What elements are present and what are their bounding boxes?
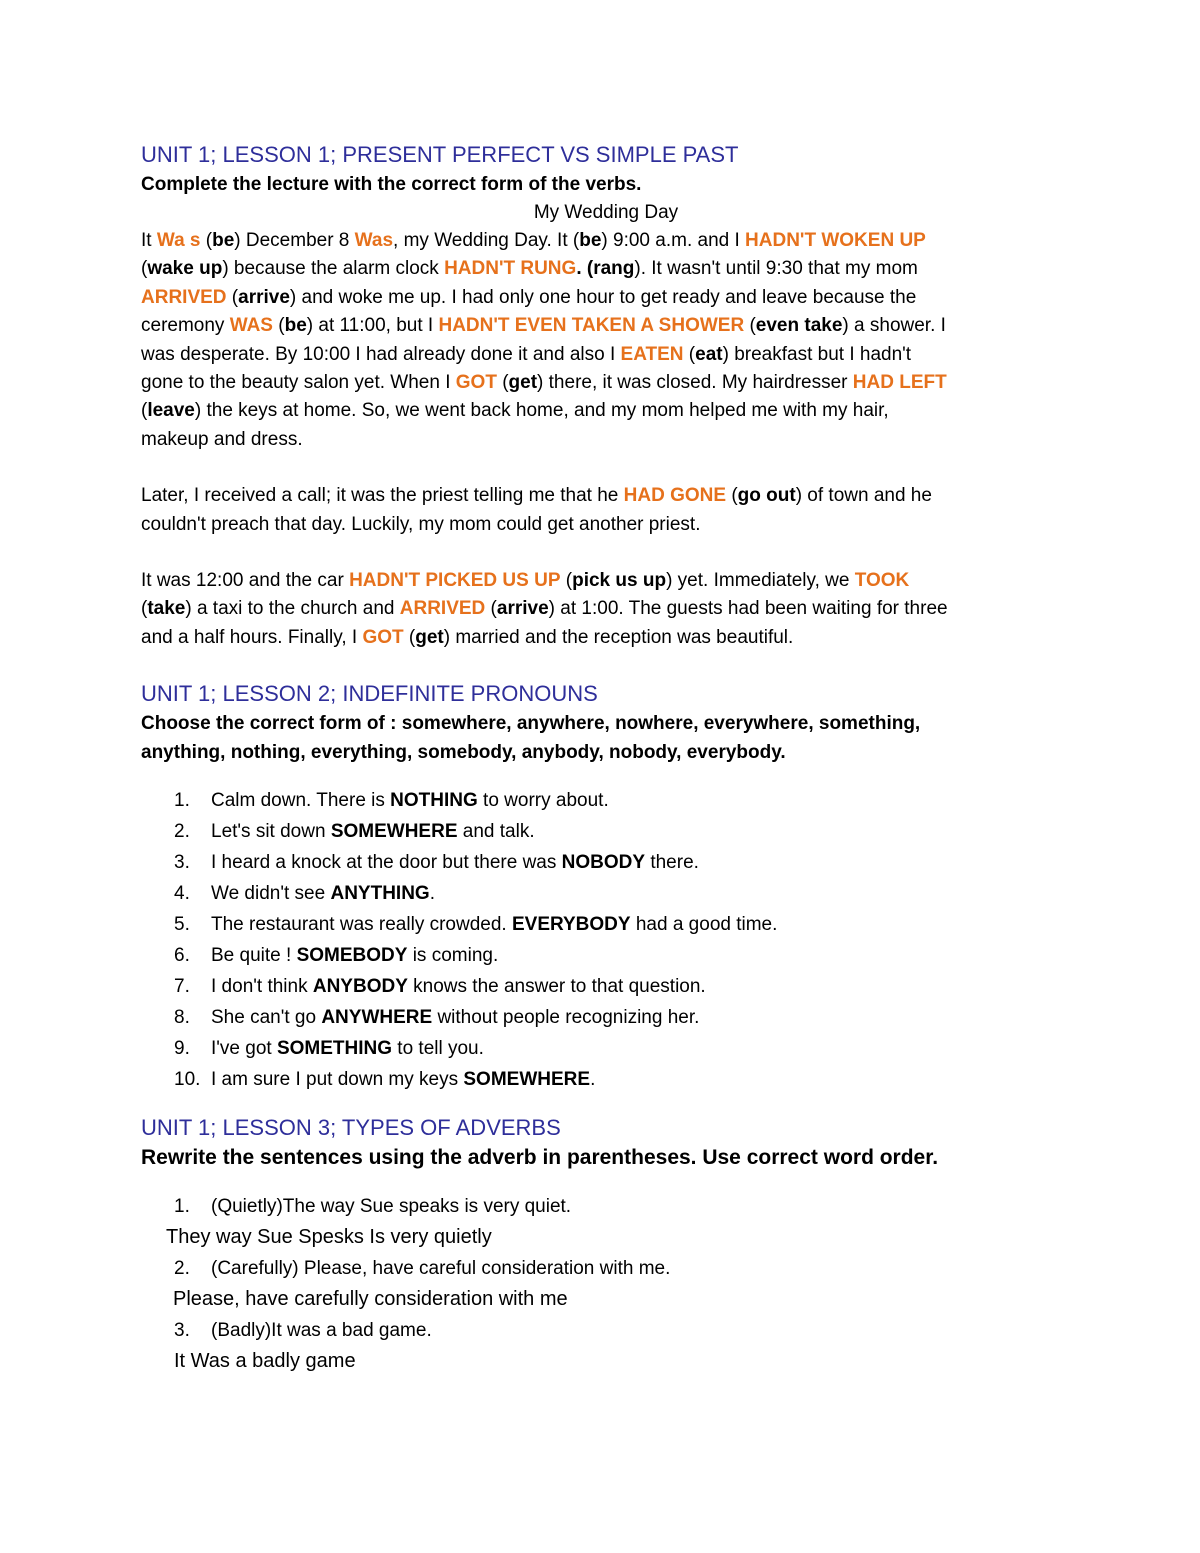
list-item: 4. We didn't see ANYTHING. <box>174 883 435 905</box>
list-item: 10. I am sure I put down my keys SOMEWHERE. <box>174 1069 596 1091</box>
lesson3-instruction: Rewrite the sentences using the adverb in parentheses. Use correct word order. <box>141 1146 939 1170</box>
student-answer: They way Sue Spesks Is very quietly <box>166 1226 492 1249</box>
base-verb: get <box>508 372 538 394</box>
answer-word: NOTHING <box>390 790 478 812</box>
answer-verb: ARRIVED <box>141 286 227 308</box>
list-item: 3. I heard a knock at the door but there was NOBODY there. <box>174 852 699 874</box>
answer-verb: GOT <box>362 626 404 648</box>
answer-verb: EATEN <box>620 343 684 365</box>
list-item: 8. She can't go ANYWHERE without people recognizing her. <box>174 1007 700 1029</box>
answer-verb: HADN'T RUNG <box>444 258 577 280</box>
base-verb: be <box>579 230 602 251</box>
answer-word: ANYWHERE <box>321 1007 433 1029</box>
list-item: 7. I don't think ANYBODY knows the answer to that question. <box>174 976 706 998</box>
list-item: 9. I've got SOMETHING to tell you. <box>174 1038 484 1060</box>
list-item: 3. (Badly)It was a bad game. <box>174 1320 432 1342</box>
answer-verb: ARRIVED <box>399 598 486 620</box>
answer-word: SOMEWHERE <box>463 1069 591 1091</box>
base-verb: eat <box>695 343 723 365</box>
lesson1-paragraph-2: Later, I received a call; it was the priest telling me that he HAD GONE (go out) of town and he couldn't preach that day. Luckily, my mom could get another priest. <box>141 485 932 535</box>
adverb-list <box>141 1191 1071 1222</box>
base-verb: go out <box>737 485 796 507</box>
base-verb: wake up <box>147 258 223 280</box>
answer-verb: TOOK <box>854 570 910 592</box>
lesson2-heading: UNIT 1; LESSON 2; INDEFINITE PRONOUNS <box>141 681 598 707</box>
base-verb: arrive <box>496 598 549 620</box>
document-page <box>141 140 1071 1377</box>
list-item: 2. Let's sit down SOMEWHERE and talk. <box>174 821 535 843</box>
answer-verb: HAD LEFT <box>852 372 947 394</box>
answer-word: NOBODY <box>561 852 646 874</box>
lesson1-paragraph-1: It Wa s (be) December 8 Was, my Wedding Day. It (be) 9:00 a.m. and I HADN'T WOKEN UP (wake up) because the alarm clock HADN'T RUNG. (rang). It wasn't until 9:30 that my mom ARRIVED (arrive) and woke me up. I had only one hour to get ready and leave because the ceremony WAS (be) at 11:00, but I HADN'T EVEN TAKEN A SHOWER (even take) a shower. I was desperate. By 10:00 I had already done it and also I EATEN (eat) breakfast but I hadn't gone to the beauty salon yet. When I GOT (get) there, it was closed. My hairdresser HAD LEFT (leave) the keys at home. So, we went back home, and my mom helped me with my hair, makeup and dress. <box>141 230 947 450</box>
answer-verb: HAD GONE <box>623 485 727 507</box>
lesson2-instruction-line-1: Choose the correct form of : somewhere, anywhere, nowhere, everywhere, something, <box>141 713 921 735</box>
list-item: 1. Calm down. There is NOTHING to worry about. <box>174 790 609 812</box>
base-verb: get <box>415 626 444 648</box>
list-item: 1. (Quietly)The way Sue speaks is very quiet. <box>174 1196 572 1218</box>
answer-verb: Wa s <box>156 230 201 251</box>
answer-word: EVERYBODY <box>511 914 631 936</box>
base-verb: even take <box>755 315 843 337</box>
lesson1-instruction: Complete the lecture with the correct form of the verbs. <box>141 174 642 195</box>
answer-verb: HADN'T PICKED US UP <box>349 570 561 592</box>
base-verb: take <box>147 598 186 620</box>
answer-verb: HADN'T EVEN TAKEN A SHOWER <box>438 315 745 337</box>
lesson2-instruction-line-2: anything, nothing, everything, somebody, anybody, nobody, everybody. <box>141 742 786 764</box>
base-verb: pick us up <box>572 570 667 592</box>
list-item: 2. (Carefully) Please, have careful consideration with me. <box>174 1258 671 1280</box>
lesson1-paragraph-3: It was 12:00 and the car HADN'T PICKED US UP (pick us up) yet. Immediately, we TOOK (take) a taxi to the church and ARRIVED (arrive) at 1:00. The guests had been waiting for three and a half hours. Finally, I GOT (get) married and the reception was beautiful. <box>141 570 948 648</box>
lesson3-heading: UNIT 1; LESSON 3; TYPES OF ADVERBS <box>141 1115 561 1141</box>
answer-verb: Was <box>354 230 394 251</box>
base-verb: rang <box>593 258 635 280</box>
answer-word: ANYTHING <box>330 883 430 905</box>
answer-verb: HADN'T WOKEN UP <box>745 230 926 251</box>
answer-word: ANYBODY <box>312 976 408 998</box>
base-verb: leave <box>147 400 195 422</box>
answer-word: SOMEWHERE <box>330 821 458 843</box>
answer-word: SOMETHING <box>276 1038 393 1060</box>
answer-verb: WAS <box>229 315 273 337</box>
student-answer: It Was a badly game <box>174 1350 356 1373</box>
answer-word: SOMEBODY <box>296 945 408 967</box>
pronoun-list <box>141 785 1071 1095</box>
lesson1-heading: UNIT 1; LESSON 1; PRESENT PERFECT VS SIMPLE PAST <box>141 142 739 167</box>
list-item: 6. Be quite ! SOMEBODY is coming. <box>174 945 499 967</box>
list-item: 5. The restaurant was really crowded. EVERYBODY had a good time. <box>174 914 778 936</box>
base-verb: be <box>212 230 235 251</box>
answer-verb: GOT <box>455 372 497 394</box>
story-title: My Wedding Day <box>533 202 679 223</box>
base-verb: be <box>284 315 307 337</box>
base-verb: arrive <box>238 286 290 308</box>
student-answer: Please, have carefully consideration with me <box>173 1288 568 1311</box>
